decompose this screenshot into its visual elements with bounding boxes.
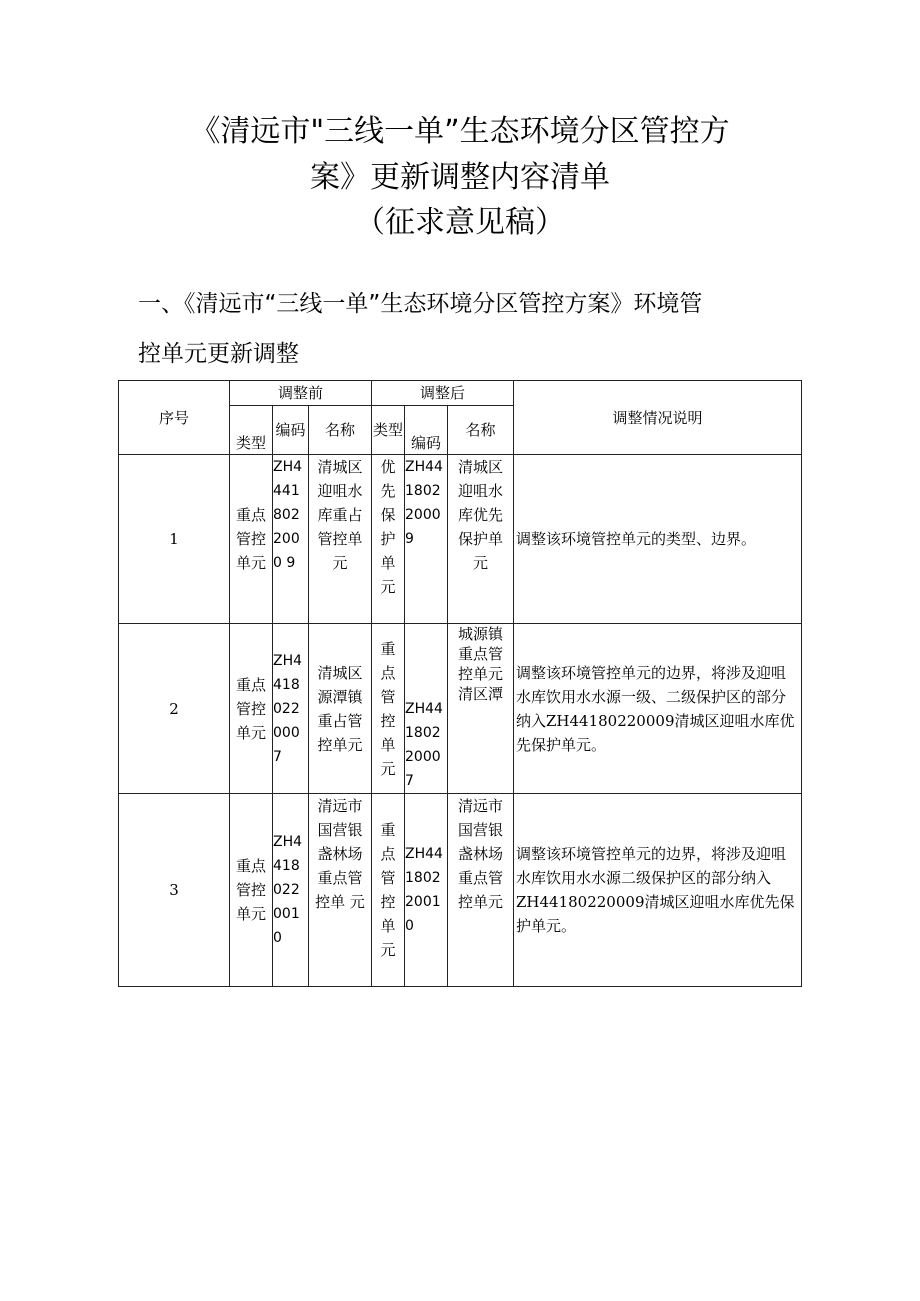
row-explanation: 调整该环境管控单元的边界，将涉及迎咀水库饮用水水源二级保护区的部分纳入ZH44180220009清城区迎咀水库优先保护单元。 [514, 794, 802, 987]
row-name-before: 清城区源潭镇重占管控单元 [309, 624, 372, 794]
document-title-line-3: （征求意见稿） [355, 205, 565, 240]
header-code-after: 编码 [405, 406, 448, 455]
row-name-after: 清远市国营银盏林场重点管控单元 [448, 794, 514, 987]
document-title-line-2: 案》更新调整内容清单 [310, 160, 610, 195]
row-type-after: 重点管控单元 [372, 794, 405, 987]
row-code-before: ZH4418022001 0 [273, 794, 309, 987]
header-index: 序号 [119, 381, 230, 455]
row-type-before: 重点管控单元 [230, 455, 273, 624]
section-heading-line-2: 控单元更新调整 [138, 341, 299, 367]
section-heading-line-1: 一、《清远市“三线一单”生态环境分区管控方案》环境管 [138, 291, 703, 317]
header-type-before: 类型 [230, 406, 273, 455]
row-code-after: ZH4418022001 0 [405, 794, 448, 987]
table-row [119, 794, 802, 987]
row-explanation: 调整该环境管控单元的类型、边界。 [514, 455, 802, 624]
row-explanation: 调整该环境管控单元的边界，将涉及迎咀水库饮用水水源一级、二级保护区的部分纳入ZH44180220009清城区迎咀水库优先保护单元。 [514, 624, 802, 794]
row-type-before: 重点管控单元 [230, 624, 273, 794]
header-name-after: 名称 [448, 406, 514, 455]
row-name-before: 清远市国营银盏林场重点管控单 元 [309, 794, 372, 987]
header-explanation: 调整情况说明 [514, 381, 802, 455]
header-code-before: 编码 [273, 406, 309, 455]
row-name-after: 城源镇 重点管控单元 清区潭 [448, 624, 514, 794]
row-type-before: 重点管控单元 [230, 794, 273, 987]
row-index: 1 [119, 455, 230, 624]
row-code-after: ZH4418022000 9 [405, 455, 448, 624]
table-row [119, 455, 802, 624]
header-type-after: 类型 [372, 406, 405, 455]
row-name-before: 清城区迎咀水库重占管控单元 [309, 455, 372, 624]
table-row [119, 624, 802, 794]
row-index: 2 [119, 624, 230, 794]
row-name-after: 清城区迎咀水库优先保护单元 [448, 455, 514, 624]
row-index: 3 [119, 794, 230, 987]
row-type-after: 优先保护单元 [372, 455, 405, 624]
header-name-before: 名称 [309, 406, 372, 455]
adjustment-table [118, 380, 802, 987]
document-title-line-1: 《清远市"三线一单”生态环境分区管控方 [190, 114, 730, 149]
header-after: 调整后 [372, 381, 514, 406]
row-code-before: ZH4418022000 7 [273, 624, 309, 794]
row-type-after: 重点管控单元 [372, 624, 405, 794]
header-before: 调整前 [230, 381, 372, 406]
row-code-before: ZH44418022000 9 [273, 455, 309, 624]
row-code-after: ZH44180220007 [405, 624, 448, 794]
table-header-row [119, 381, 802, 406]
